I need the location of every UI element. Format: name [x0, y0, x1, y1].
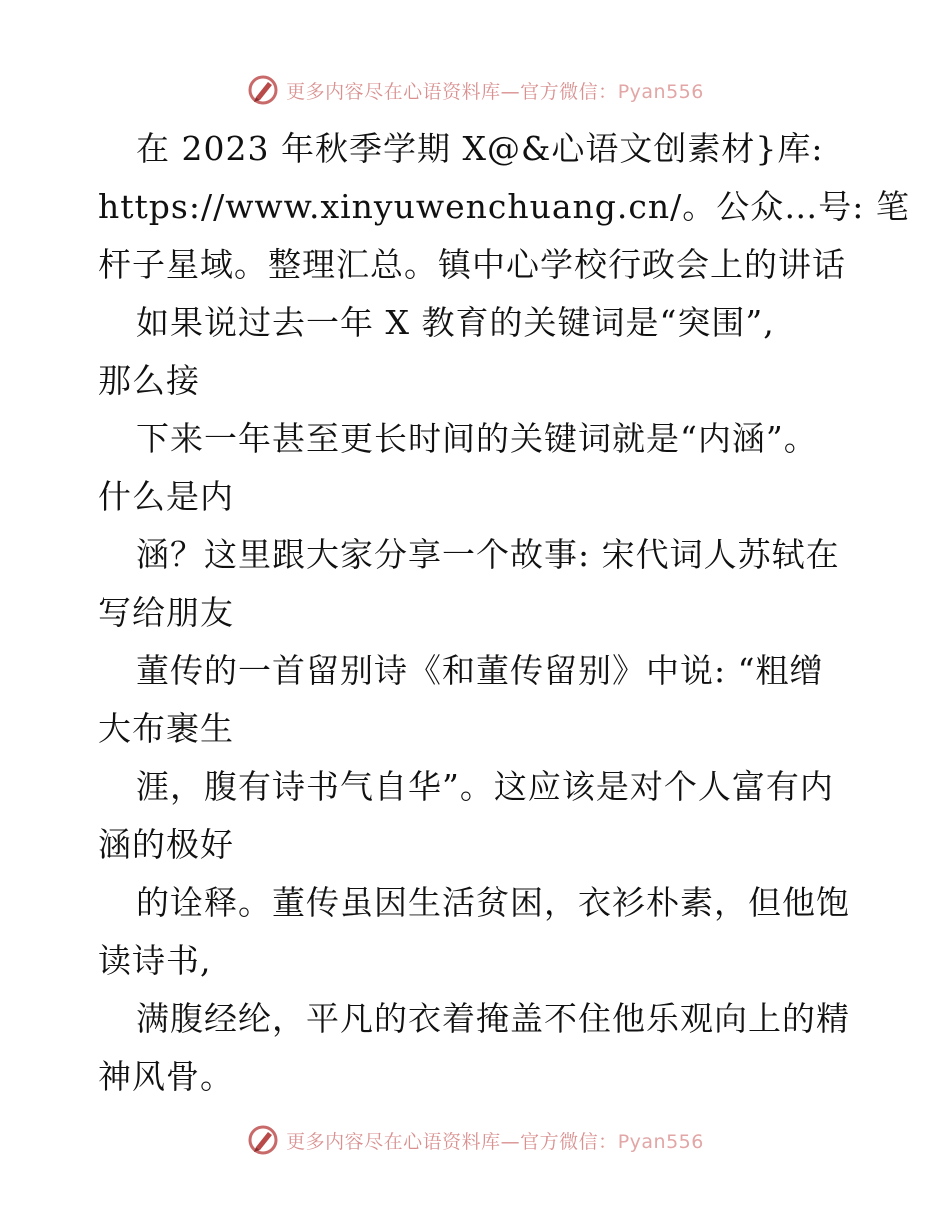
text-line: 的诠释。董传虽因生活贫困，衣衫朴素，但他饱	[136, 883, 850, 922]
banner-title: 更多内容尽在心语资料库	[286, 80, 501, 103]
banner-label: 官方微信：	[520, 80, 618, 103]
pen-logo-icon	[246, 1123, 280, 1157]
text-line: 那么接	[98, 361, 200, 400]
text-line: https://www.xinyuwenchuang.cn/。公众…号: 笔	[98, 187, 910, 226]
banner-title: 更多内容尽在心语资料库	[286, 1130, 501, 1153]
text-line: 满腹经纶，平凡的衣着掩盖不住他乐观向上的精	[136, 999, 850, 1038]
text-line: 神风骨。	[98, 1057, 234, 1096]
text-line: 写给朋友	[98, 593, 234, 632]
text-line: 杆子星域。整理汇总。镇中心学校行政会上的讲话	[98, 245, 846, 284]
document-body	[98, 120, 910, 1106]
banner-account: Pyan556	[617, 1130, 704, 1153]
text-line: 董传的一首留别诗《和董传留别》中说: “粗缯	[136, 651, 824, 690]
text-line: 在 2023 年秋季学期 X@&心语文创素材}库:	[136, 129, 824, 168]
footer-banner	[0, 1120, 950, 1160]
banner-account: Pyan556	[617, 80, 704, 103]
banner-dash: —	[500, 1130, 521, 1153]
header-banner	[0, 70, 950, 110]
banner-label: 官方微信：	[520, 1130, 618, 1153]
text-line: 大布裹生	[98, 709, 234, 748]
text-line: 涵？这里跟大家分享一个故事: 宋代词人苏轼在	[136, 535, 840, 574]
pen-logo-icon	[246, 73, 280, 107]
banner-dash: —	[500, 80, 521, 103]
banner-text	[286, 1127, 704, 1154]
banner-text	[286, 77, 704, 104]
text-line: 读诗书,	[98, 941, 212, 980]
text-line: 下来一年甚至更长时间的关键词就是“内涵”。	[136, 419, 818, 458]
text-line: 什么是内	[98, 477, 234, 516]
text-line: 如果说过去一年 X 教育的关键词是“突围”,	[136, 303, 775, 342]
text-line: 涯，腹有诗书气自华”。这应该是对个人富有内	[136, 767, 834, 806]
text-line: 涵的极好	[98, 825, 234, 864]
